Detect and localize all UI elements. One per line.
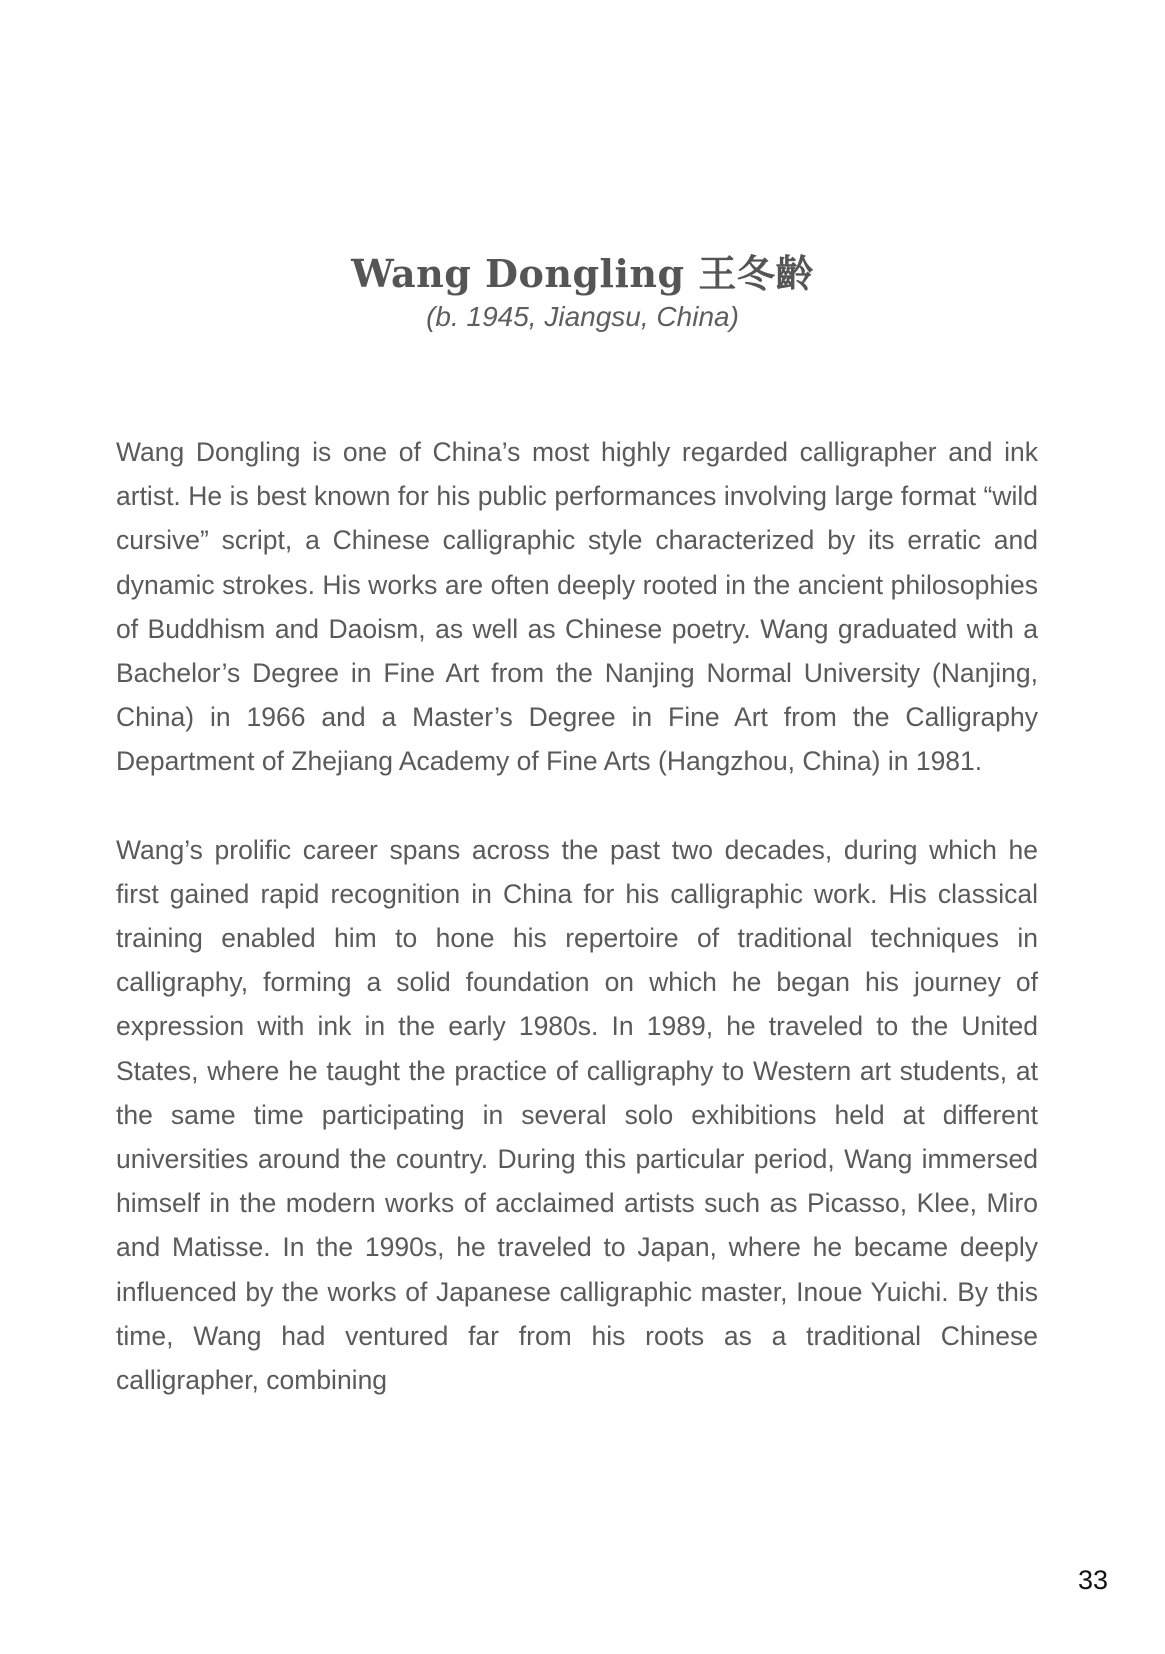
artist-header	[0, 248, 1165, 334]
biography-text	[116, 430, 1038, 1402]
page-number: 33	[1077, 1565, 1108, 1595]
biography-paragraph-1: Wang Dongling is one of China’s most highly regarded calligrapher and ink artist. He is best known for his public performances involving large format “wild cursive” script, a Chinese calligraphic style characterized by its erratic and dynamic strokes. His works are often deeply rooted in the ancient philosophies of Buddhism and Daoism, as well as Chinese poetry. Wang graduated with a Bachelor’s Degree in Fine Art from the Nanjing Normal University (Nanjing, China) in 1966 and a Master’s Degree in Fine Art from the Calligraphy Department of Zhejiang Academy of Fine Arts (Hangzhou, China) in 1981.	[116, 437, 1038, 777]
artist-name-title: Wang Dongling 王冬齡	[351, 251, 814, 296]
biography-paragraph-2: Wang’s prolific career spans across the past two decades, during which he first gained rapid recognition in China for his calligraphic work. His classical training enabled him to hone his repertoire of traditional techniques in calligraphy, forming a solid foundation on which he began his journey of expression with ink in the early 1980s. In 1989, he traveled to the United States, where he taught the practice of calligraphy to Western art students, at the same time participating in several solo exhibitions held at different universities around the country. During this particular period, Wang immersed himself in the modern works of acclaimed artists such as Picasso, Klee, Miro and Matisse. In the 1990s, he traveled to Japan, where he became deeply influenced by the works of Japanese calligraphic master, Inoue Yuichi. By this time, Wang had ventured far from his roots as a traditional Chinese calligrapher, combining	[116, 834, 1038, 1396]
artist-birth-info: (b. 1945, Jiangsu, China)	[426, 301, 739, 332]
